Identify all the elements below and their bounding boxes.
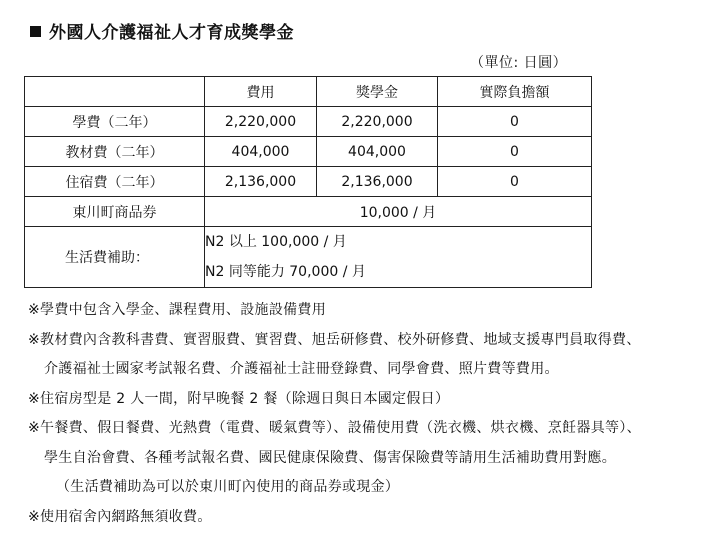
living-allowance-row xyxy=(25,227,592,288)
cost-cell: 404,000 xyxy=(205,137,317,167)
page-title-text: 外國人介護福祉人才育成獎學金 xyxy=(49,23,294,43)
note-materials: ※教材費內含教科書費、實習服費、實習費、旭岳研修費、校外研修費、地域支援專門員取得費、 xyxy=(28,331,641,348)
note-allowance-form: （生活費補助為可以於東川町內使用的商品券或現金） xyxy=(56,479,400,495)
voucher-value: 10,000 / 月 xyxy=(205,197,592,227)
note-housing: ※住宿房型是 2 人一間，附早晚餐 2 餐（除週日與日本國定假日） xyxy=(28,390,450,407)
square-bullet-icon xyxy=(30,26,41,37)
note-tuition: ※學費中包含入學金、課程費用、設施設備費用 xyxy=(28,302,327,318)
burden-cell: 0 xyxy=(438,107,592,137)
living-allowance-values xyxy=(205,227,592,288)
cost-cell: 2,136,000 xyxy=(205,167,317,197)
scholarship-table xyxy=(24,76,592,288)
table-row xyxy=(25,137,592,167)
voucher-row xyxy=(25,197,592,227)
header-cell-actual-burden: 實際負擔額 xyxy=(438,77,592,107)
page-title xyxy=(30,18,294,43)
row-label: 教材費（二年） xyxy=(25,137,205,167)
unit-label: （單位: 日圓） xyxy=(470,55,568,71)
cost-cell: 2,220,000 xyxy=(205,107,317,137)
header-cell-scholarship: 獎學金 xyxy=(317,77,438,107)
note-materials-cont: 介護福祉士國家考試報名費、介護福祉士註冊登錄費、同學會費、照片費等費用。 xyxy=(44,361,559,377)
notes-list xyxy=(28,296,641,532)
living-allowance-label-cell xyxy=(25,227,205,288)
living-allowance-n2-equivalent: N2 同等能力 70,000 / 月 xyxy=(205,264,366,280)
living-allowance-n2-above: N2 以上 100,000 / 月 xyxy=(205,234,347,250)
scholarship-cell: 2,220,000 xyxy=(317,107,438,137)
header-cell-cost: 費用 xyxy=(205,77,317,107)
note-other-costs-cont: 學生自治會費、各種考試報名費、國民健康保險費、傷害保險費等請用生活補助費用對應。 xyxy=(44,449,616,466)
row-label: 學費（二年） xyxy=(25,107,205,137)
header-cell-empty xyxy=(25,77,205,107)
scholarship-cell: 404,000 xyxy=(317,137,438,167)
burden-cell: 0 xyxy=(438,167,592,197)
table-row xyxy=(25,107,592,137)
voucher-label: 東川町商品券 xyxy=(25,197,205,227)
living-allowance-label: 生活費補助： xyxy=(65,250,149,266)
table-header-row xyxy=(25,77,592,107)
burden-cell: 0 xyxy=(438,137,592,167)
scholarship-cell: 2,136,000 xyxy=(317,167,438,197)
note-other-costs: ※午餐費、假日餐費、光熱費（電費、暖氣費等）、設備使用費（洗衣機、烘衣機、烹飪器具等）、 xyxy=(28,420,641,436)
table-row xyxy=(25,167,592,197)
row-label: 住宿費（二年） xyxy=(25,167,205,197)
note-internet: ※使用宿舍內網路無須收費。 xyxy=(28,508,212,525)
